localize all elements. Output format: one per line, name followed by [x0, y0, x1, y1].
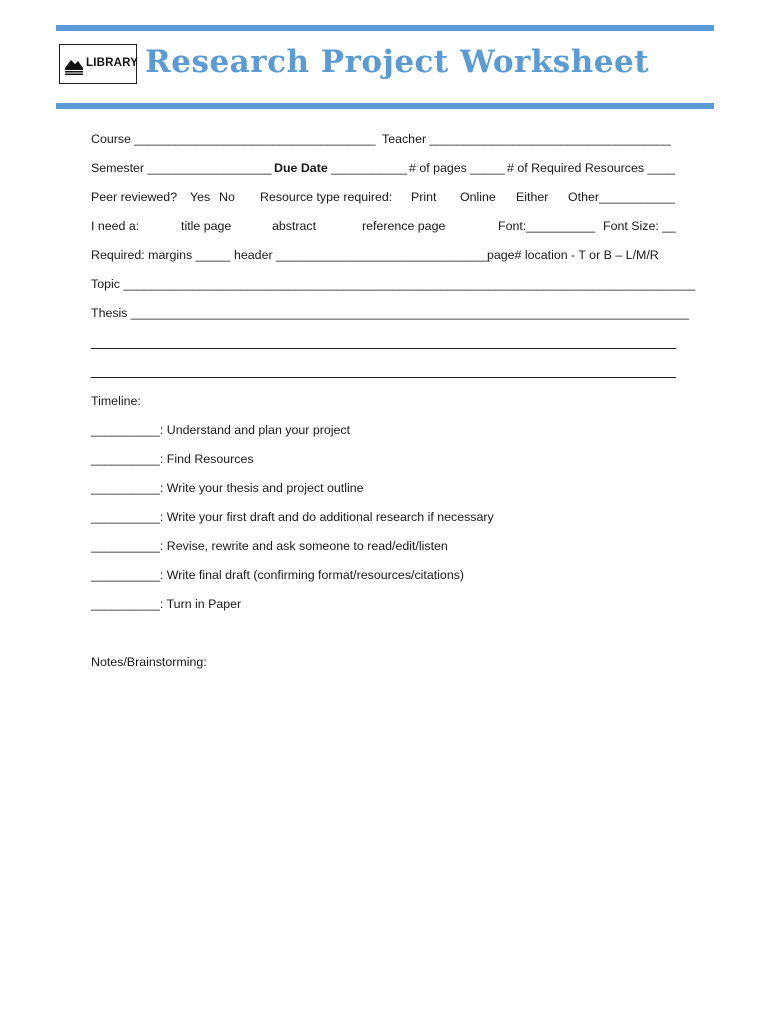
header-field[interactable]: header _______________________________ [234, 248, 490, 262]
timeline-item[interactable]: __________: Write your thesis and project outline [91, 481, 364, 495]
due-date-label: Due Date [274, 161, 328, 175]
topic-field[interactable]: Topic ___________________________________________________________________________________ [91, 277, 696, 291]
due-date-blank: ___________ [331, 161, 407, 175]
reference-page-option[interactable]: reference page [362, 219, 446, 233]
top-rule [56, 25, 714, 31]
peer-reviewed-label: Peer reviewed? [91, 190, 178, 204]
required-resources-field[interactable]: # of Required Resources ____ [507, 161, 676, 175]
other-field[interactable]: Other___________ [568, 190, 675, 204]
print-option[interactable]: Print [411, 190, 437, 204]
margins-field[interactable]: Required: margins _____ [91, 248, 231, 262]
library-logo [59, 44, 137, 84]
thesis-continuation-line-2[interactable] [91, 377, 676, 378]
abstract-option[interactable]: abstract [272, 219, 317, 233]
timeline-heading: Timeline: [91, 394, 141, 408]
peer-no-option[interactable]: No [219, 190, 235, 204]
timeline-item[interactable]: __________: Turn in Paper [91, 597, 242, 611]
course-field[interactable]: Course ___________________________________ [91, 132, 376, 146]
timeline-item[interactable]: __________: Find Resources [91, 452, 254, 466]
font-field[interactable]: Font:__________ [498, 219, 596, 233]
page-title: Research Project Worksheet [145, 44, 650, 80]
semester-field[interactable]: Semester __________________ [91, 161, 272, 175]
pages-field[interactable]: # of pages _____ [409, 161, 505, 175]
bottom-rule [56, 103, 714, 109]
resource-type-label: Resource type required: [260, 190, 393, 204]
library-building-icon [64, 54, 84, 76]
need-label: I need a: [91, 219, 140, 233]
either-option[interactable]: Either [516, 190, 549, 204]
font-size-field[interactable]: Font Size: __ [603, 219, 677, 233]
page-location-field[interactable]: page# location - T or B – L/M/R [487, 248, 659, 262]
title-page-option[interactable]: title page [181, 219, 232, 233]
timeline-item[interactable]: __________: Write your first draft and do additional research if necessary [91, 510, 494, 524]
teacher-field[interactable]: Teacher ___________________________________ [382, 132, 671, 146]
timeline-item[interactable]: __________: Understand and plan your project [91, 423, 351, 437]
peer-yes-option[interactable]: Yes [190, 190, 211, 204]
thesis-field[interactable]: Thesis _________________________________________________________________________________ [91, 306, 690, 320]
notes-label: Notes/Brainstorming: [91, 655, 207, 669]
timeline-item[interactable]: __________: Write final draft (confirming format/resources/citations) [91, 568, 465, 582]
online-option[interactable]: Online [460, 190, 496, 204]
thesis-continuation-line-1[interactable] [91, 348, 676, 349]
logo-text: LIBRARY [86, 57, 139, 69]
timeline-item[interactable]: __________: Revise, rewrite and ask someone to read/edit/listen [91, 539, 448, 553]
due-date-field[interactable] [274, 160, 407, 176]
